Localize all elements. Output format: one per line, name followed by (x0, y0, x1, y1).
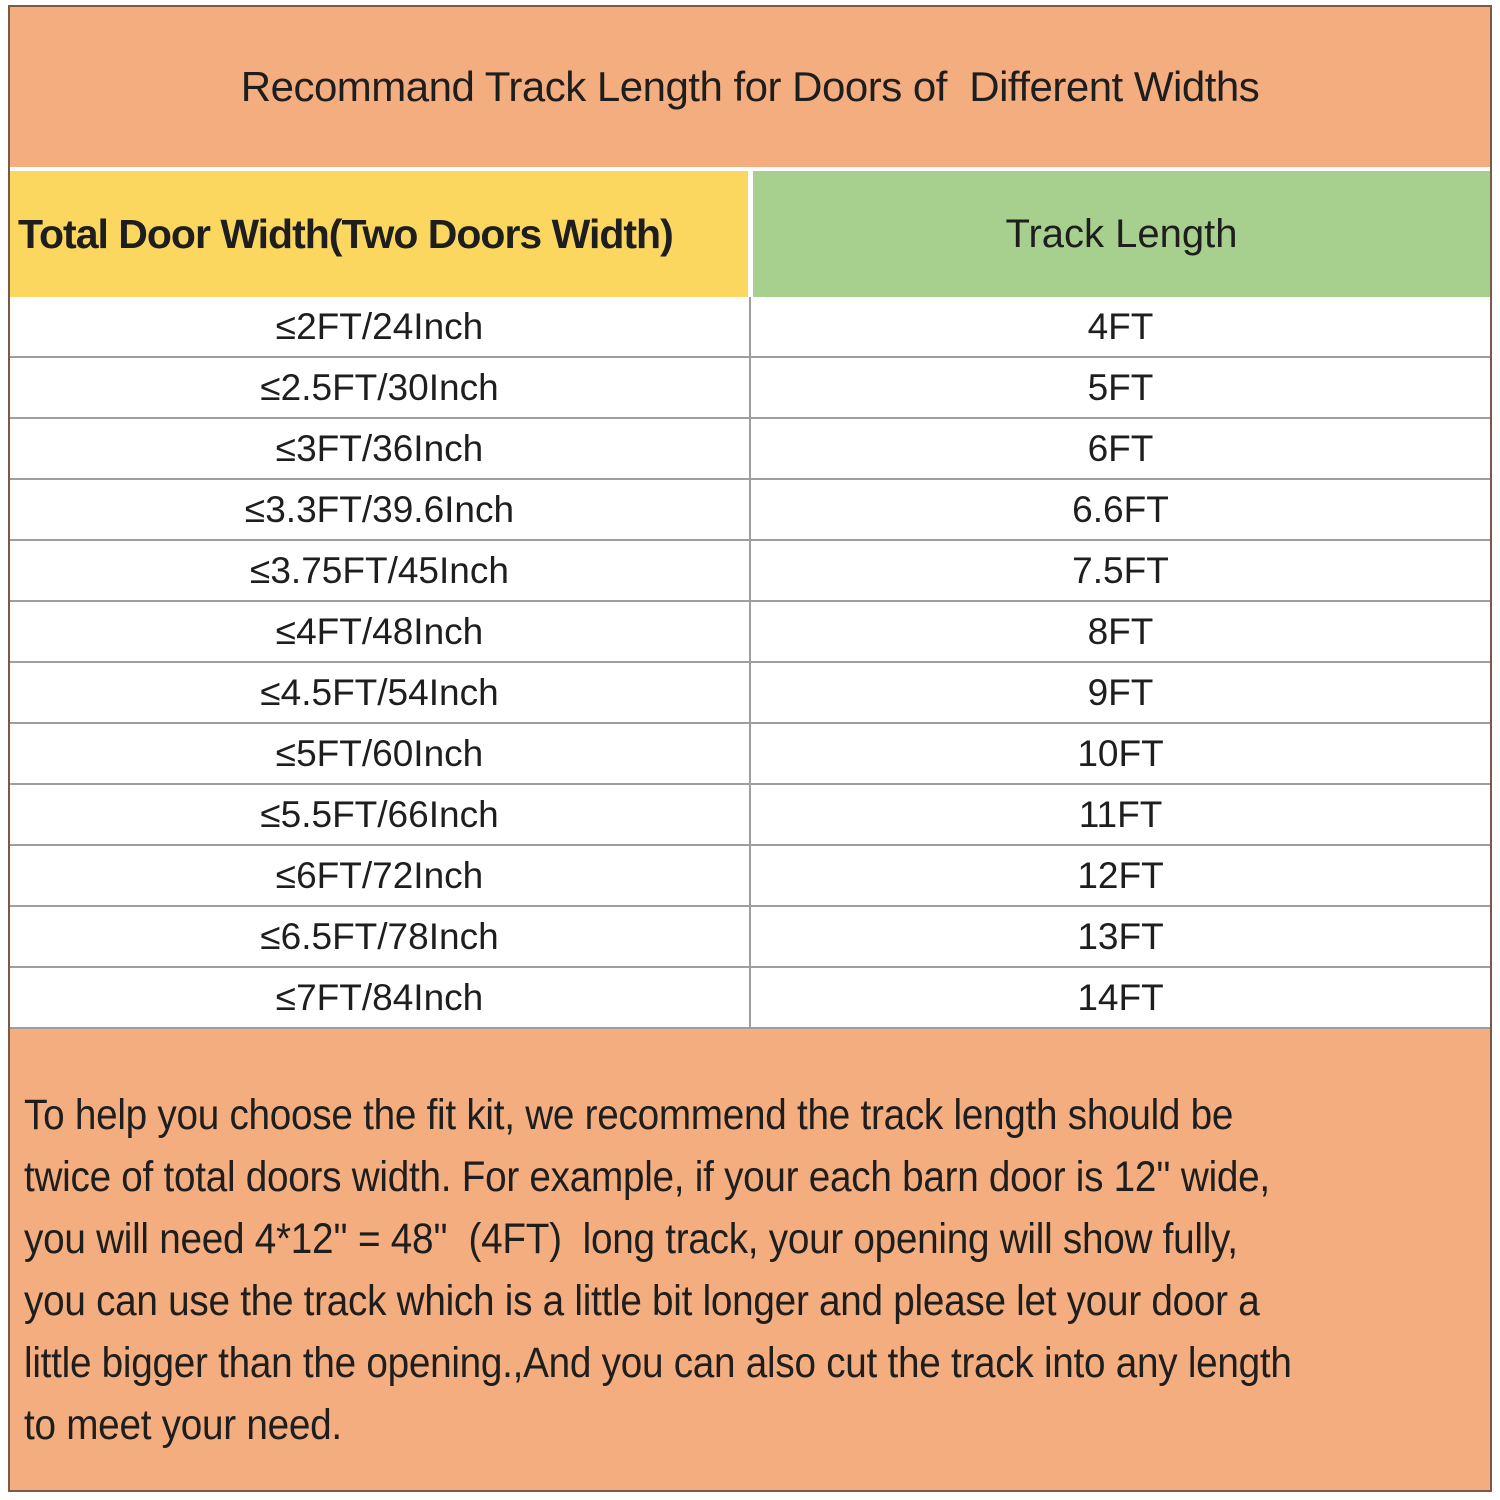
table-row (10, 907, 1490, 968)
cell-door-width: ≤3FT/36Inch (10, 419, 751, 478)
cell-track-length: 7.5FT (1072, 549, 1169, 591)
note-line: you can use the track which is a little bit longer and please let your door a (24, 1277, 1260, 1325)
header-cell-door-width: Total Door Width(Two Doors Width) (10, 171, 748, 297)
table-row (10, 846, 1490, 907)
table-row (10, 541, 1490, 602)
table-row (10, 358, 1490, 419)
note-line: twice of total doors width. For example, if your each barn door is 12'' wide, (24, 1153, 1270, 1201)
cell-track-length: 5FT (1087, 366, 1154, 408)
cell-track-length: 6FT (1087, 427, 1154, 469)
table-row (10, 297, 1490, 358)
table-row (10, 602, 1490, 663)
table-row (10, 663, 1490, 724)
table-row (10, 419, 1490, 480)
header-cell-track-length: Track Length (753, 171, 1490, 297)
note-line: you will need 4*12'' = 48'' (4FT) long track, your opening will show fully, (24, 1215, 1238, 1263)
cell-door-width: ≤7FT/84Inch (10, 968, 751, 1027)
cell-door-width: ≤2FT/24Inch (10, 297, 751, 356)
note-line: To help you choose the fit kit, we recommend the track length should be (24, 1091, 1234, 1139)
cell-track-length: 11FT (1078, 793, 1163, 835)
note-paragraph (24, 1084, 1489, 1456)
cell-track-length: 14FT (1077, 976, 1164, 1018)
table-row (10, 724, 1490, 785)
cell-door-width: ≤3.75FT/45Inch (10, 541, 751, 600)
cell-door-width: ≤4FT/48Inch (10, 602, 751, 661)
title-banner (10, 7, 1490, 167)
cell-track-length: 13FT (1077, 915, 1164, 957)
cell-door-width: ≤5.5FT/66Inch (10, 785, 751, 844)
table-body (10, 297, 1490, 1029)
note-banner (10, 1029, 1490, 1490)
cell-track-length: 12FT (1077, 854, 1164, 896)
infographic-frame (8, 5, 1492, 1492)
table-row (10, 480, 1490, 541)
cell-door-width: ≤6.5FT/78Inch (10, 907, 751, 966)
cell-track-length: 10FT (1077, 732, 1164, 774)
cell-track-length: 6.6FT (1072, 488, 1169, 530)
cell-door-width: ≤6FT/72Inch (10, 846, 751, 905)
cell-door-width: ≤5FT/60Inch (10, 724, 751, 783)
cell-track-length: 9FT (1087, 671, 1154, 713)
table-header-row (10, 171, 1490, 297)
page-title: Recommand Track Length for Doors of Different Widths (240, 63, 1260, 110)
cell-door-width: ≤3.3FT/39.6Inch (10, 480, 751, 539)
note-line: little bigger than the opening.,And you can also cut the track into any length (24, 1339, 1292, 1387)
cell-door-width: ≤4.5FT/54Inch (10, 663, 751, 722)
cell-door-width: ≤2.5FT/30Inch (10, 358, 751, 417)
table-row (10, 785, 1490, 846)
cell-track-length: 8FT (1087, 610, 1154, 652)
cell-track-length: 4FT (1087, 305, 1154, 347)
note-line: to meet your need. (24, 1401, 342, 1449)
table-row (10, 968, 1490, 1029)
